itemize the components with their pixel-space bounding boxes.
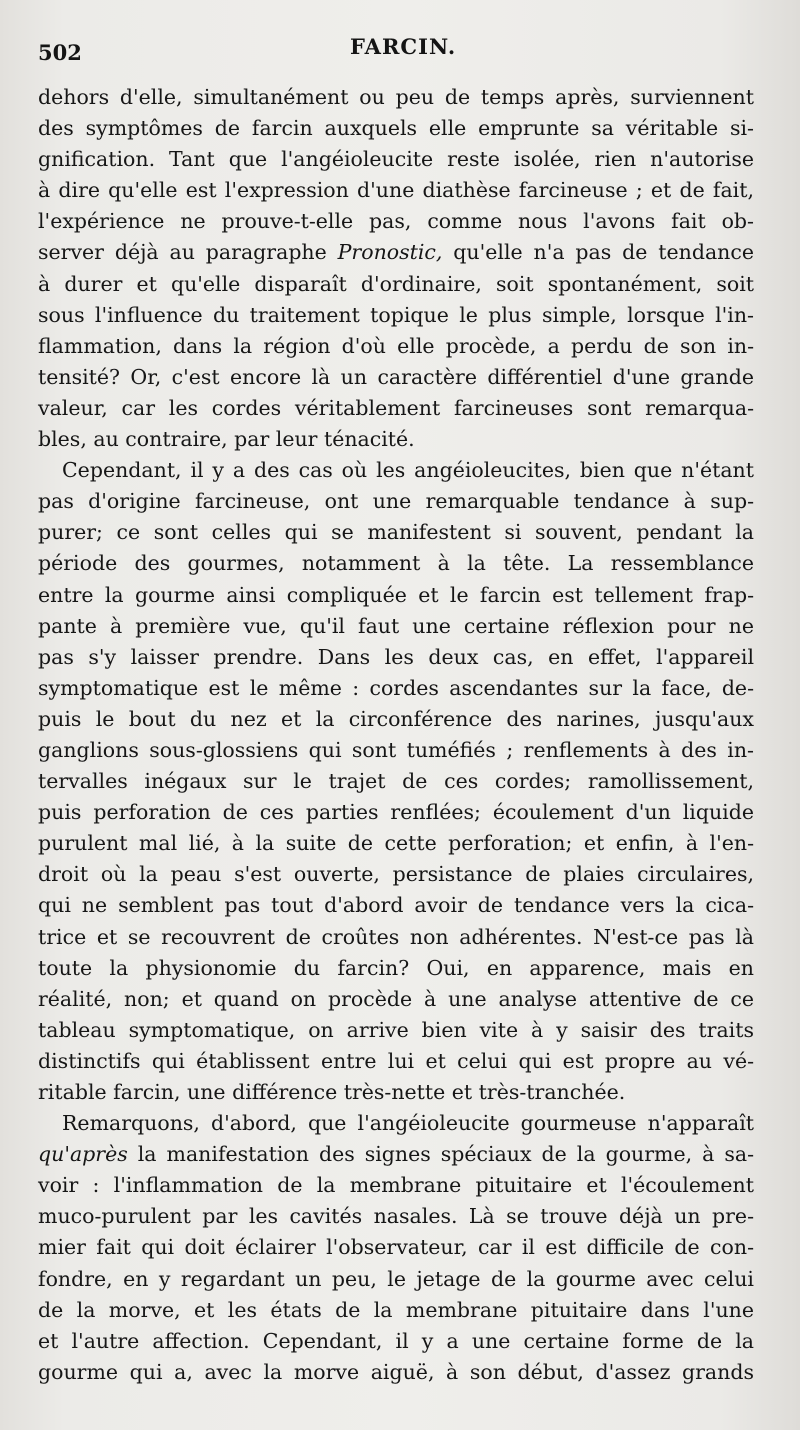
text-line: symptomatique est le même : cordes ascendantes sur la face, de-	[38, 675, 754, 700]
text-line: Cependant, il y a des cas où les angéioleucites, bien que n'étant	[62, 458, 754, 483]
text-line: à dire qu'elle est l'expression d'une diathèse farcineuse ; et de fait,	[38, 178, 754, 203]
text-line: puis le bout du nez et la circonférence des narines, jusqu'aux	[38, 706, 754, 731]
text-line: pas d'origine farcineuse, ont une remarquable tendance à sup-	[38, 489, 754, 514]
text-line: ganglions sous-glossiens qui sont tuméfiés ; renflements à des in-	[38, 737, 754, 762]
page-number: 502	[38, 40, 82, 65]
text-line: fondre, en y regardant un peu, le jetage de la gourme avec celui	[38, 1266, 754, 1291]
text-line: ritable farcin, une différence très-nette et très-tranchée.	[38, 1080, 626, 1104]
text-line: bles, au contraire, par leur ténacité.	[38, 427, 415, 452]
text-line: pante à première vue, qu'il faut une certaine réflexion pour ne	[38, 613, 754, 638]
text-line: distinctifs qui établissent entre lui et celui qui est propre au vé-	[38, 1048, 754, 1073]
body-text	[38, 82, 754, 1388]
text-line: droit où la peau s'est ouverte, persistance de plaies circulaires,	[38, 862, 754, 887]
page-header	[38, 34, 760, 64]
text-line	[38, 1139, 754, 1170]
text-line: période des gourmes, notamment à la tête. La ressemblance	[38, 551, 754, 576]
text-line: gourme qui a, avec la morve aiguë, à son début, d'assez grands	[38, 1359, 754, 1384]
text-line: entre la gourme ainsi compliquée et le farcin est tellement frap-	[38, 582, 754, 607]
text-line: de la morve, et les états de la membrane pituitaire dans l'une	[38, 1297, 754, 1322]
text-line: et l'autre affection. Cependant, il y a une certaine forme de la	[38, 1328, 754, 1353]
text-line: réalité, non; et quand on procède à une analyse attentive de ce	[38, 986, 754, 1011]
text-line: mier fait qui doit éclairer l'observateur, car il est difficile de con-	[38, 1235, 754, 1260]
text-line: tervalles inégaux sur le trajet de ces cordes; ramollissement,	[38, 769, 754, 794]
text-line: valeur, car les cordes véritablement farcineuses sont remarqua-	[38, 395, 754, 420]
text-line: purer; ce sont celles qui se manifestent si souvent, pendant la	[38, 520, 754, 545]
text-segment: server déjà au paragraphe	[38, 240, 338, 265]
text-line: sous l'influence du traitement topique le plus simple, lorsque l'in-	[38, 302, 754, 327]
text-line: trice et se recouvrent de croûtes non adhérentes. N'est-ce pas là	[38, 924, 754, 949]
text-line: purulent mal lié, à la suite de cette perforation; et enfin, à l'en-	[38, 831, 754, 856]
text-line: pas s'y laisser prendre. Dans les deux cas, en effet, l'appareil	[38, 644, 754, 669]
italic-phrase: Pronostic,	[337, 240, 443, 265]
text-line: Remarquons, d'abord, que l'angéioleucite gourmeuse n'apparaît	[62, 1111, 754, 1136]
text-line: à durer et qu'elle disparaît d'ordinaire, soit spontanément, soit	[38, 271, 754, 296]
text-line: flammation, dans la région d'où elle procède, a perdu de son in-	[38, 333, 754, 358]
text-line: qui ne semblent pas tout d'abord avoir de tendance vers la cica-	[38, 893, 754, 918]
text-line: tensité? Or, c'est encore là un caractère différentiel d'une grande	[38, 364, 754, 389]
text-line: des symptômes de farcin auxquels elle emprunte sa véritable si-	[38, 116, 754, 141]
text-line: tableau symptomatique, on arrive bien vite à y saisir des traits	[38, 1017, 754, 1042]
text-line: puis perforation de ces parties renflées; écoulement d'un liquide	[38, 800, 754, 825]
text-segment: qu'elle n'a pas de tendance	[442, 240, 754, 265]
text-line: l'expérience ne prouve-t-elle pas, comme nous l'avons fait ob-	[38, 209, 754, 234]
text-line: muco-purulent par les cavités nasales. Là se trouve déjà un pre-	[38, 1204, 754, 1229]
text-line	[38, 237, 754, 268]
text-line: gnification. Tant que l'angéioleucite reste isolée, rien n'autorise	[38, 147, 754, 172]
text-line: toute la physionomie du farcin? Oui, en apparence, mais en	[38, 955, 754, 980]
text-segment: la manifestation des signes spéciaux de la gourme, à sa-	[127, 1142, 754, 1167]
running-title: FARCIN.	[350, 34, 457, 59]
italic-phrase: qu'après	[38, 1142, 128, 1167]
text-line: dehors d'elle, simultanément ou peu de temps après, surviennent	[38, 85, 754, 109]
text-line: voir : l'inflammation de la membrane pituitaire et l'écoulement	[38, 1173, 754, 1198]
